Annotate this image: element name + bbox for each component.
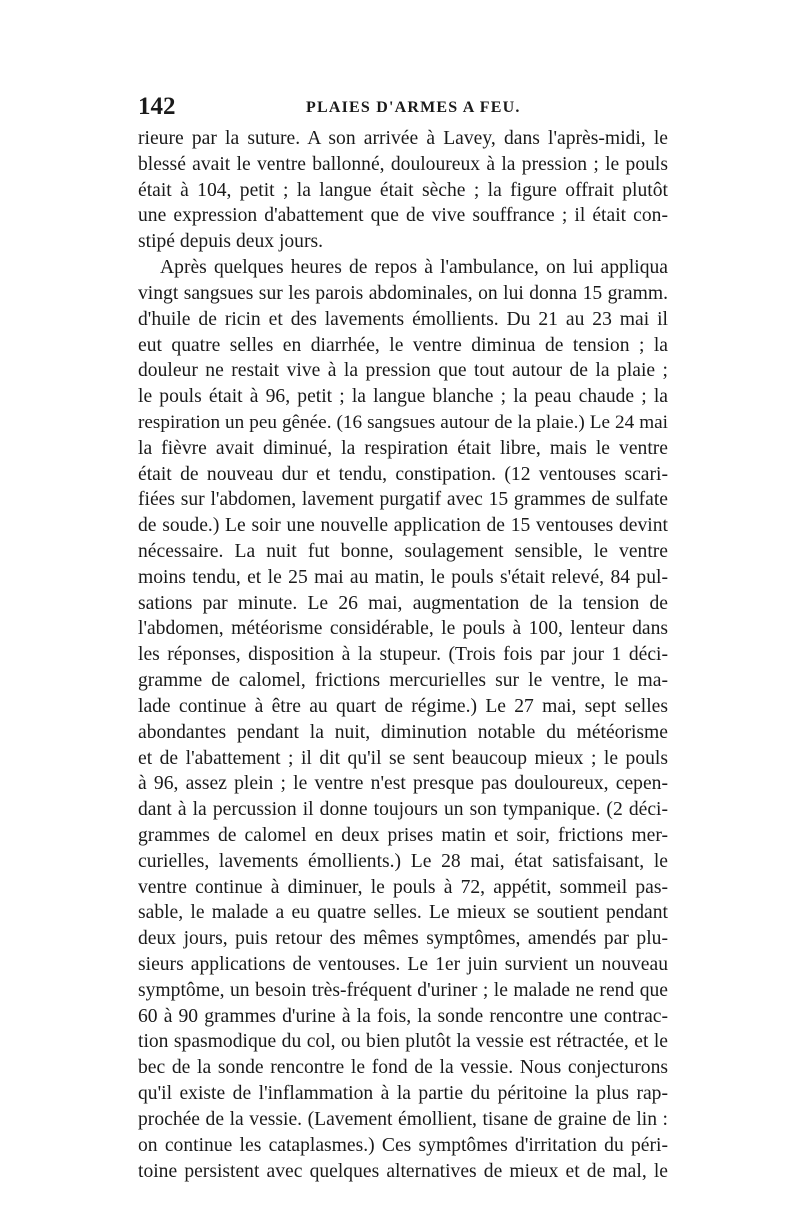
text-line: d'huile de ricin et des lavements émollients. Du 21 au 23 mai il	[138, 308, 668, 330]
text-line: stipé depuis deux jours.	[138, 231, 324, 253]
text-line: symptôme, un besoin très-fréquent d'uriner ; le malade ne rend que	[138, 979, 668, 1001]
text-line: qu'il existe de l'inflammation à la partie du péritoine la plus rap-	[138, 1083, 668, 1105]
text-line: blessé avait le ventre ballonné, douloureux à la pression ; le pouls	[138, 153, 668, 175]
text-line: à 96, assez plein ; le ventre n'est presque pas douloureux, cepen-	[138, 773, 668, 795]
text-line: bec de la sonde rencontre le fond de la vessie. Nous conjecturons	[138, 1057, 668, 1079]
text-line: et de l'abattement ; il dit qu'il se sent beaucoup mieux ; le pouls	[138, 747, 668, 769]
text-line: abondantes pendant la nuit, diminution notable du météorisme	[138, 721, 668, 743]
text-line: le pouls était à 96, petit ; la langue blanche ; la peau chaude ; la	[138, 386, 668, 408]
text-line: eut quatre selles en diarrhée, le ventre diminua de tension ; la	[138, 334, 668, 356]
text-line: toine persistent avec quelques alternatives de mieux et de mal, le	[138, 1160, 668, 1182]
text-line: curielles, lavements émollients.) Le 28 mai, état satisfaisant, le	[138, 850, 668, 872]
body-text	[138, 126, 668, 1184]
text-line: ventre continue à diminuer, le pouls à 72, appétit, sommeil pas-	[138, 876, 668, 898]
text-line: les réponses, disposition à la stupeur. (Trois fois par jour 1 déci-	[138, 644, 668, 666]
text-line: une expression d'abattement que de vive souffrance ; il était con-	[138, 205, 668, 227]
text-line: l'abdomen, météorisme considérable, le pouls à 100, lenteur dans	[138, 618, 668, 640]
running-title: PLAIES D'ARMES A FEU.	[306, 99, 521, 116]
text-line: on continue les cataplasmes.) Ces symptômes d'irritation du péri-	[138, 1134, 668, 1156]
text-line: Après quelques heures de repos à l'ambulance, on lui appliqua	[160, 257, 668, 279]
text-line: sable, le malade a eu quatre selles. Le mieux se soutient pendant	[138, 902, 668, 924]
text-line: sieurs applications de ventouses. Le 1er juin survient un nouveau	[138, 954, 668, 975]
text-line: de soude.) Le soir une nouvelle application de 15 ventouses devint	[138, 515, 668, 537]
text-line: sations par minute. Le 26 mai, augmentation de la tension de	[138, 592, 668, 614]
text-line: respiration un peu gênée. (16 sangsues autour de la plaie.) Le 24 mai	[138, 411, 668, 433]
running-head	[138, 92, 666, 122]
text-line: gramme de calomel, frictions mercurielles sur le ventre, le ma-	[138, 670, 668, 692]
text-line: dant à la percussion il donne toujours un son tympanique. (2 déci-	[138, 799, 668, 821]
text-line: était de nouveau dur et tendu, constipation. (12 ventouses scari-	[138, 463, 668, 485]
text-line: rieure par la suture. A son arrivée à Lavey, dans l'après-midi, le	[138, 128, 668, 149]
text-line: deux jours, puis retour des mêmes symptômes, amendés par plu-	[138, 928, 668, 950]
text-line: lade continue à être au quart de régime.) Le 27 mai, sept selles	[138, 695, 668, 717]
text-line: nécessaire. La nuit fut bonne, soulagement sensible, le ventre	[138, 541, 668, 562]
text-line: la fièvre avait diminué, la respiration était libre, mais le ventre	[138, 437, 668, 459]
text-line: était à 104, petit ; la langue était sèche ; la figure offrait plutôt	[138, 179, 668, 201]
page-number: 142	[138, 93, 176, 120]
text-line: grammes de calomel en deux prises matin et soir, frictions mer-	[138, 824, 668, 846]
text-line: tion spasmodique du col, ou bien plutôt la vessie est rétractée, et le	[138, 1031, 668, 1053]
text-line: vingt sangsues sur les parois abdominales, on lui donna 15 gramm.	[138, 282, 668, 304]
text-line: douleur ne restait vive à la pression que tout autour de la plaie ;	[138, 360, 668, 382]
text-line: 60 à 90 grammes d'urine à la fois, la sonde rencontre une contrac-	[138, 1005, 668, 1027]
text-line: moins tendu, et le 25 mai au matin, le pouls s'était relevé, 84 pul-	[138, 566, 668, 588]
text-line: prochée de la vessie. (Lavement émollient, tisane de graine de lin :	[138, 1108, 668, 1130]
text-line: fiées sur l'abdomen, lavement purgatif avec 15 grammes de sulfate	[138, 489, 668, 511]
